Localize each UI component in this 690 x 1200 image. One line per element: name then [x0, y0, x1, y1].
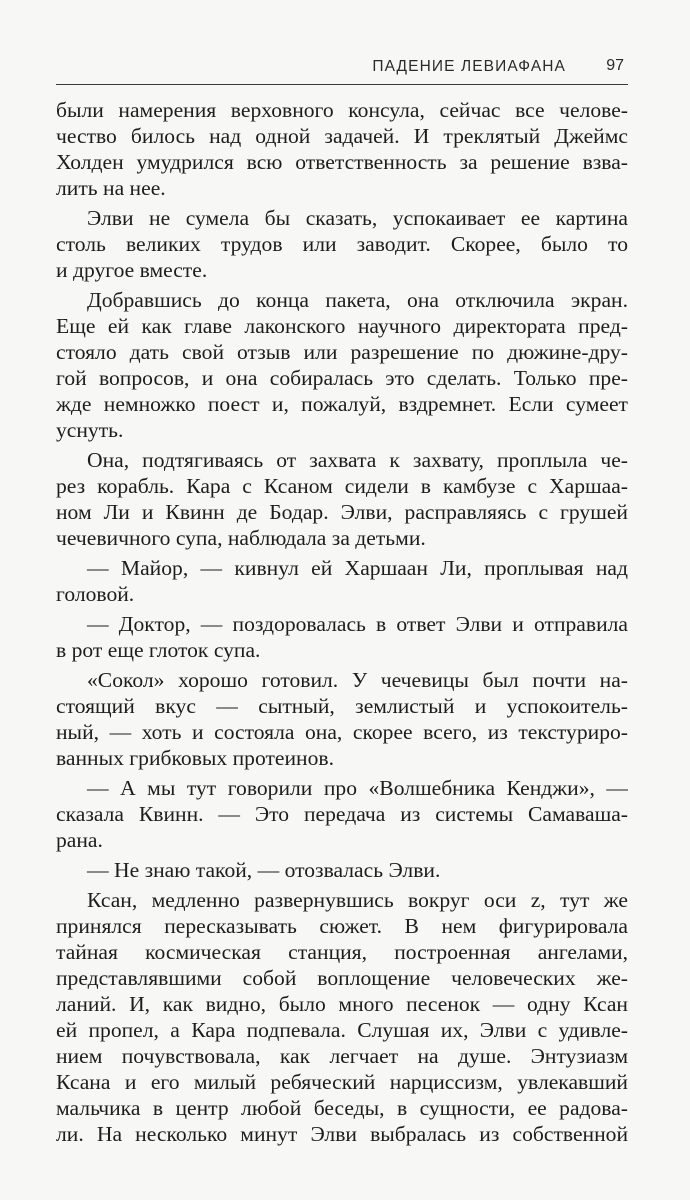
body-text	[56, 97, 628, 1147]
paragraph	[56, 97, 628, 201]
text-line: Еще ей как главе лаконского научного директората пред-	[56, 314, 628, 338]
text-line: рез корабль. Кара с Ксаном сидели в камбузе с Харшаа-	[56, 474, 628, 498]
text-line: Элви не сумела бы сказать, успокаивает ее картина	[87, 206, 628, 230]
running-header	[56, 56, 628, 85]
text-line: «Сокол» хорошо готовил. У чечевицы был почти на-	[87, 668, 628, 692]
page-number: 97	[606, 57, 624, 74]
text-line: — Майор, — кивнул ей Харшаан Ли, проплывая над	[87, 556, 628, 580]
text-line: ли. На несколько минут Элви выбралась из собственной	[56, 1122, 628, 1146]
paragraph	[56, 887, 628, 1147]
text-line: мальчика в центр любой беседы, в сущности, ее радова-	[56, 1096, 628, 1120]
text-line: рана.	[56, 828, 103, 852]
text-line: стояло дать свой отзыв или разрешение по дюжине-дру-	[56, 340, 628, 364]
text-line: Ксан, медленно развернувшись вокруг оси z, тут же	[87, 888, 628, 912]
text-line: — Доктор, — поздоровалась в ответ Элви и отправила	[87, 612, 628, 636]
text-line: лить на нее.	[56, 176, 166, 200]
paragraph	[56, 611, 628, 663]
text-line: столь великих трудов или заводит. Скорее, было то	[56, 232, 628, 256]
text-line: представлявшими собой воплощение человеческих же-	[56, 966, 628, 990]
paragraph	[56, 205, 628, 283]
text-line: ном Ли и Квинн де Бодар. Элви, расправляясь с грушей	[56, 500, 628, 524]
text-line: в рот еще глоток супа.	[56, 638, 261, 662]
running-title: ПАДЕНИЕ ЛЕВИАФАНА	[372, 58, 566, 75]
paragraph	[56, 447, 628, 551]
paragraph	[56, 667, 628, 771]
paragraph	[56, 555, 628, 607]
text-line: уснуть.	[56, 418, 124, 442]
text-line: ный, — хоть и состояла она, скорее всего, из текстуриро-	[56, 720, 628, 744]
text-line: были намерения верховного консула, сейчас все челове-	[56, 98, 628, 122]
text-line: тайная космическая станция, построенная ангелами,	[56, 940, 628, 964]
text-line: головой.	[56, 582, 135, 606]
text-line: жде немножко поест и, пожалуй, вздремнет. Если сумеет	[56, 392, 628, 416]
text-line: ей пропел, а Кара подпевала. Слушая их, Элви с удивле-	[56, 1018, 628, 1042]
text-line: чество билось над одной задачей. И треклятый Джеймс	[56, 124, 628, 148]
text-line: чечевичного супа, наблюдала за детьми.	[56, 526, 426, 550]
text-line: и другое вместе.	[56, 258, 208, 282]
text-line: принялся пересказывать сюжет. В нем фигурировала	[56, 914, 628, 938]
paragraph	[56, 287, 628, 443]
text-line: Ксана и его милый ребяческий нарциссизм, увлекавший	[56, 1070, 628, 1094]
text-line: нием почувствовала, как легчает на душе. Энтузиазм	[56, 1044, 628, 1068]
text-line: ланий. И, как видно, было много песенок — одну Ксан	[56, 992, 628, 1016]
text-line: Добравшись до конца пакета, она отключила экран.	[87, 288, 628, 312]
text-line: гой вопросов, и она собиралась это сделать. Только пре-	[56, 366, 628, 390]
text-line: сказала Квинн. — Это передача из системы Самаваша-	[56, 802, 628, 826]
paragraph	[56, 857, 628, 883]
text-line: — Не знаю такой, — отозвалась Элви.	[87, 858, 441, 882]
paragraph	[56, 775, 628, 853]
text-line: — А мы тут говорили про «Волшебника Кенджи», —	[87, 776, 628, 800]
text-line: Холден умудрился всю ответственность за решение взва-	[56, 150, 628, 174]
text-line: ванных грибковых протеинов.	[56, 746, 334, 770]
text-line: Она, подтягиваясь от захвата к захвату, проплыла че-	[87, 448, 628, 472]
text-line: стоящий вкус — сытный, землистый и успокоитель-	[56, 694, 628, 718]
